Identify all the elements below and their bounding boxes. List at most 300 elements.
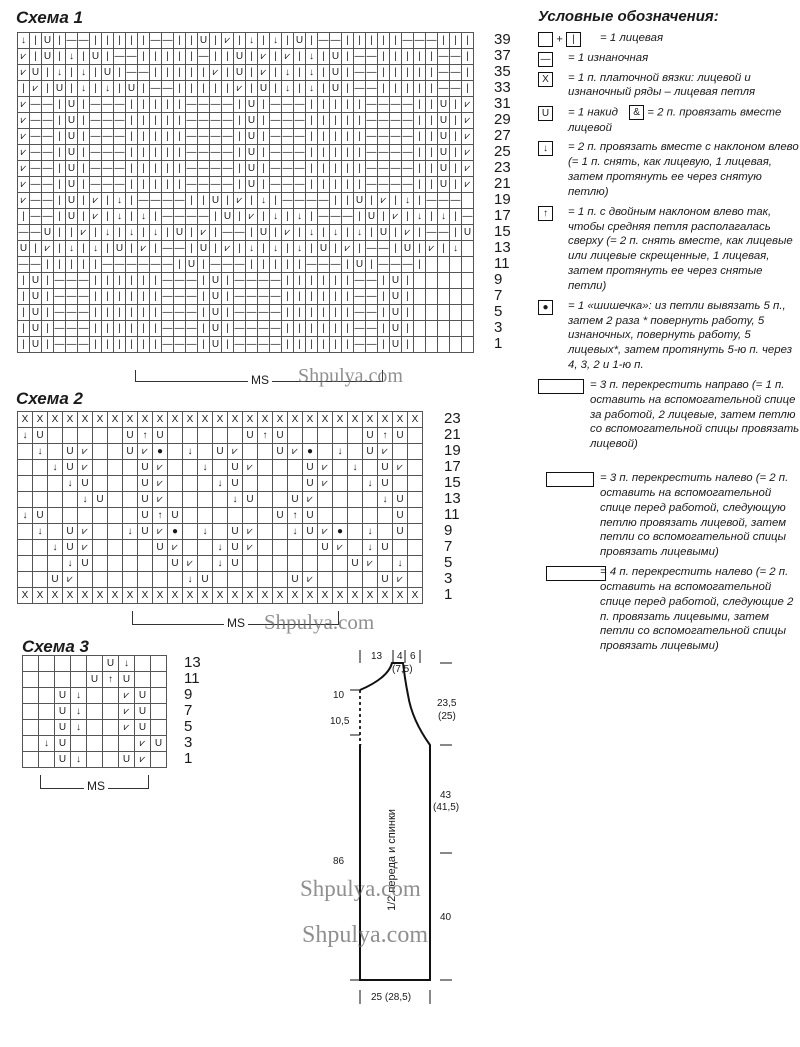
stitch-cell: ⩗ xyxy=(138,241,150,257)
stitch-cell: U xyxy=(390,305,402,321)
stitch-cell: | xyxy=(150,177,162,193)
stitch-cell: | xyxy=(378,337,390,353)
stitch-cell xyxy=(273,540,288,556)
stitch-cell: U xyxy=(378,225,390,241)
stitch-cell: X xyxy=(408,412,423,428)
stitch-cell xyxy=(123,492,138,508)
stitch-cell: — xyxy=(282,193,294,209)
stitch-cell: — xyxy=(30,177,42,193)
stitch-cell: — xyxy=(402,145,414,161)
stitch-cell: | xyxy=(234,209,246,225)
stitch-cell: X xyxy=(108,412,123,428)
stitch-cell: | xyxy=(318,161,330,177)
row-number: 37 xyxy=(494,47,511,64)
stitch-cell: | xyxy=(174,129,186,145)
stitch-cell: — xyxy=(162,257,174,273)
stitch-cell: ⩗ xyxy=(18,161,30,177)
stitch-cell: ⩗ xyxy=(318,524,333,540)
stitch-cell: | xyxy=(330,161,342,177)
stitch-cell: — xyxy=(222,161,234,177)
stitch-cell: — xyxy=(78,321,90,337)
stitch-cell: U xyxy=(438,97,450,113)
stitch-cell: U xyxy=(438,161,450,177)
legend-item-cross-left-4: = 4 п. перекрестить налево (= 2 п. оставить на вспомогательной спице перед работой, следующие 2 п. провязать лицевыми, затем петли со вспомогательной спицы провязать лицевыми) xyxy=(538,565,800,654)
stitch-cell xyxy=(198,508,213,524)
stitch-cell: ↓ xyxy=(119,656,135,672)
stitch-cell: | xyxy=(114,337,126,353)
chart3-ms-tick-right xyxy=(148,775,149,789)
stitch-cell: | xyxy=(462,65,474,81)
stitch-cell xyxy=(63,492,78,508)
stitch-cell: ↓ xyxy=(66,49,78,65)
chart-row xyxy=(18,129,474,145)
stitch-cell: X xyxy=(393,588,408,604)
stitch-cell: — xyxy=(282,113,294,129)
stitch-cell: | xyxy=(294,321,306,337)
stitch-cell: ⩗ xyxy=(119,720,135,736)
stitch-cell xyxy=(348,508,363,524)
stitch-cell: ⩗ xyxy=(462,177,474,193)
purl-symbol: — xyxy=(538,52,553,67)
stitch-cell: | xyxy=(78,129,90,145)
stitch-cell: — xyxy=(42,161,54,177)
stitch-cell: | xyxy=(234,113,246,129)
stitch-cell: U xyxy=(153,428,168,444)
stitch-cell: — xyxy=(294,145,306,161)
stitch-cell: ⩗ xyxy=(30,81,42,97)
stitch-cell xyxy=(393,444,408,460)
stitch-cell: | xyxy=(18,209,30,225)
stitch-cell: — xyxy=(198,177,210,193)
stitch-cell: | xyxy=(162,145,174,161)
stitch-cell: | xyxy=(306,129,318,145)
stitch-cell: U xyxy=(378,540,393,556)
stitch-cell: — xyxy=(198,49,210,65)
stitch-cell: — xyxy=(30,97,42,113)
stitch-cell xyxy=(33,492,48,508)
stitch-cell xyxy=(93,540,108,556)
stitch-cell: — xyxy=(150,257,162,273)
stitch-cell: U xyxy=(243,492,258,508)
stitch-cell: | xyxy=(282,241,294,257)
chart-row xyxy=(18,209,474,225)
stitch-cell xyxy=(462,273,474,289)
row-number: 11 xyxy=(444,506,460,523)
stitch-cell: — xyxy=(222,97,234,113)
stitch-cell: — xyxy=(114,177,126,193)
stitch-cell: ⩗ xyxy=(282,225,294,241)
stitch-cell: | xyxy=(366,193,378,209)
stitch-cell: — xyxy=(378,177,390,193)
row-number: 15 xyxy=(444,474,461,491)
stitch-cell: — xyxy=(198,209,210,225)
stitch-cell: U xyxy=(55,720,71,736)
dim-armhole: 23,5 xyxy=(437,698,457,709)
stitch-cell: | xyxy=(402,273,414,289)
stitch-cell: | xyxy=(282,321,294,337)
stitch-cell xyxy=(408,476,423,492)
stitch-cell xyxy=(408,444,423,460)
stitch-cell: | xyxy=(342,257,354,273)
stitch-cell xyxy=(18,460,33,476)
stitch-cell: U xyxy=(138,476,153,492)
stitch-cell xyxy=(23,704,39,720)
stitch-cell xyxy=(348,540,363,556)
stitch-cell: U xyxy=(78,556,93,572)
stitch-cell: — xyxy=(402,161,414,177)
stitch-cell: | xyxy=(138,289,150,305)
stitch-cell: ↓ xyxy=(183,444,198,460)
row-number: 19 xyxy=(444,442,461,459)
chart-row xyxy=(23,704,167,720)
stitch-cell: ⩗ xyxy=(78,444,93,460)
stitch-cell: — xyxy=(186,145,198,161)
stitch-cell: U xyxy=(119,672,135,688)
stitch-cell: — xyxy=(198,97,210,113)
dim-side-upper: 43 xyxy=(440,790,452,801)
stitch-cell: | xyxy=(222,273,234,289)
stitch-cell: U xyxy=(243,428,258,444)
stitch-cell: ↓ xyxy=(393,556,408,572)
stitch-cell xyxy=(333,572,348,588)
stitch-cell: | xyxy=(90,33,102,49)
stitch-cell: — xyxy=(186,289,198,305)
stitch-cell xyxy=(213,428,228,444)
stitch-cell: | xyxy=(138,97,150,113)
stitch-cell: U xyxy=(174,225,186,241)
stitch-cell: X xyxy=(48,588,63,604)
stitch-cell xyxy=(168,492,183,508)
stitch-cell: | xyxy=(174,177,186,193)
stitch-cell: U xyxy=(390,337,402,353)
stitch-cell: ↓ xyxy=(294,209,306,225)
stitch-cell xyxy=(198,444,213,460)
stitch-cell: U xyxy=(246,113,258,129)
stitch-cell: | xyxy=(450,33,462,49)
stitch-cell: — xyxy=(282,145,294,161)
stitch-cell: — xyxy=(162,273,174,289)
stitch-cell: — xyxy=(234,289,246,305)
stitch-cell: | xyxy=(150,49,162,65)
stitch-cell xyxy=(39,688,55,704)
stitch-cell: U xyxy=(66,129,78,145)
stitch-cell: | xyxy=(174,113,186,129)
stitch-cell: U xyxy=(151,736,167,752)
stitch-cell: — xyxy=(366,177,378,193)
stitch-cell: — xyxy=(162,241,174,257)
stitch-cell: — xyxy=(198,161,210,177)
stitch-cell xyxy=(318,508,333,524)
stitch-cell: U xyxy=(30,321,42,337)
stitch-cell: ↓ xyxy=(114,193,126,209)
stitch-cell: | xyxy=(354,33,366,49)
stitch-cell: — xyxy=(222,177,234,193)
stitch-cell: — xyxy=(42,145,54,161)
dim-total-height: 86 xyxy=(333,856,345,867)
stitch-cell: | xyxy=(378,209,390,225)
stitch-cell xyxy=(123,476,138,492)
stitch-cell xyxy=(258,524,273,540)
stitch-cell: — xyxy=(114,257,126,273)
stitch-cell: | xyxy=(102,49,114,65)
stitch-cell xyxy=(87,752,103,768)
stitch-cell: | xyxy=(78,145,90,161)
stitch-cell: X xyxy=(33,588,48,604)
stitch-cell: | xyxy=(54,113,66,129)
stitch-cell: — xyxy=(354,337,366,353)
row-number: 21 xyxy=(494,175,511,192)
stitch-cell: | xyxy=(294,65,306,81)
stitch-cell: ↓ xyxy=(288,524,303,540)
stitch-cell: — xyxy=(366,129,378,145)
stitch-cell xyxy=(318,572,333,588)
stitch-cell: ↓ xyxy=(438,209,450,225)
stitch-cell: — xyxy=(186,209,198,225)
stitch-cell xyxy=(48,428,63,444)
stitch-cell xyxy=(153,572,168,588)
stitch-cell: ↓ xyxy=(450,241,462,257)
stitch-cell: | xyxy=(378,81,390,97)
stitch-cell: U xyxy=(42,225,54,241)
stitch-cell: — xyxy=(426,225,438,241)
stitch-cell: — xyxy=(162,193,174,209)
stitch-cell xyxy=(78,428,93,444)
stitch-cell: | xyxy=(306,321,318,337)
stitch-cell: ↓ xyxy=(378,492,393,508)
stitch-cell xyxy=(33,476,48,492)
chart-row xyxy=(18,113,474,129)
stitch-cell: U xyxy=(462,225,474,241)
stitch-cell: | xyxy=(234,145,246,161)
stitch-cell xyxy=(33,540,48,556)
stitch-cell xyxy=(138,540,153,556)
stitch-cell: | xyxy=(162,225,174,241)
stitch-cell: — xyxy=(354,289,366,305)
stitch-cell: U xyxy=(210,273,222,289)
stitch-cell: — xyxy=(222,113,234,129)
stitch-cell: U xyxy=(54,81,66,97)
stitch-cell: | xyxy=(102,273,114,289)
chart1-ms-label: MS xyxy=(248,373,272,387)
stitch-cell: | xyxy=(330,97,342,113)
stitch-cell: | xyxy=(318,321,330,337)
stitch-cell: | xyxy=(186,241,198,257)
stitch-cell: — xyxy=(162,33,174,49)
stitch-cell: — xyxy=(306,257,318,273)
stitch-cell: ↓ xyxy=(282,65,294,81)
stitch-cell: ⩗ xyxy=(462,113,474,129)
chart3-ms-label: MS xyxy=(84,779,108,793)
stitch-cell: | xyxy=(294,225,306,241)
stitch-cell: — xyxy=(294,193,306,209)
stitch-cell: — xyxy=(222,129,234,145)
row-number: 13 xyxy=(444,490,461,507)
row-number: 39 xyxy=(494,31,511,48)
stitch-cell: | xyxy=(174,145,186,161)
stitch-cell: U xyxy=(294,33,306,49)
piece-label: 1/2 переда и спинки xyxy=(386,809,398,911)
stitch-cell xyxy=(258,508,273,524)
stitch-cell: ↓ xyxy=(39,736,55,752)
stitch-cell: | xyxy=(318,49,330,65)
stitch-cell: | xyxy=(282,289,294,305)
stitch-cell: | xyxy=(270,225,282,241)
stitch-cell: X xyxy=(213,588,228,604)
stitch-cell: — xyxy=(174,193,186,209)
stitch-cell: | xyxy=(42,321,54,337)
stitch-cell: U xyxy=(153,540,168,556)
stitch-cell: | xyxy=(426,49,438,65)
stitch-cell: ↓ xyxy=(78,81,90,97)
stitch-cell: | xyxy=(138,81,150,97)
stitch-cell xyxy=(258,572,273,588)
stitch-cell: — xyxy=(78,273,90,289)
stitch-cell: ↓ xyxy=(63,556,78,572)
stitch-cell: — xyxy=(270,177,282,193)
stitch-cell: | xyxy=(426,113,438,129)
stitch-cell xyxy=(48,476,63,492)
stitch-cell xyxy=(213,460,228,476)
stitch-cell: | xyxy=(258,145,270,161)
stitch-cell xyxy=(273,492,288,508)
stitch-cell: — xyxy=(174,321,186,337)
stitch-cell xyxy=(414,321,426,337)
row-number: 5 xyxy=(184,718,193,735)
stitch-cell: X xyxy=(333,588,348,604)
stitch-cell: | xyxy=(450,97,462,113)
stitch-cell xyxy=(23,752,39,768)
stitch-cell: ↓ xyxy=(306,49,318,65)
stitch-cell: — xyxy=(66,289,78,305)
stitch-cell: ↑ xyxy=(378,428,393,444)
stitch-cell: | xyxy=(222,337,234,353)
stitch-cell: U xyxy=(210,289,222,305)
stitch-cell: X xyxy=(288,588,303,604)
stitch-cell: — xyxy=(138,193,150,209)
stitch-cell: | xyxy=(126,113,138,129)
stitch-cell: | xyxy=(402,305,414,321)
stitch-cell: | xyxy=(342,161,354,177)
stitch-cell: ● xyxy=(303,444,318,460)
stitch-cell: | xyxy=(402,81,414,97)
stitch-cell: | xyxy=(426,129,438,145)
stitch-cell: ⩗ xyxy=(462,161,474,177)
stitch-cell: U xyxy=(138,508,153,524)
row-number: 17 xyxy=(494,207,511,224)
stitch-cell xyxy=(228,572,243,588)
watermark-1: Shpulya.com xyxy=(298,365,403,387)
stitch-cell: U xyxy=(393,524,408,540)
stitch-cell xyxy=(103,736,119,752)
stitch-cell: U xyxy=(78,476,93,492)
stitch-cell: | xyxy=(450,161,462,177)
chart-row xyxy=(18,49,474,65)
stitch-cell: | xyxy=(126,337,138,353)
stitch-cell: | xyxy=(354,161,366,177)
row-number: 5 xyxy=(494,303,503,320)
stitch-cell: U xyxy=(330,49,342,65)
chart-row xyxy=(23,720,167,736)
stitch-cell: X xyxy=(93,412,108,428)
stitch-cell: ⩗ xyxy=(363,556,378,572)
stitch-cell: — xyxy=(174,337,186,353)
stitch-cell: — xyxy=(354,81,366,97)
stitch-cell xyxy=(213,492,228,508)
stitch-cell: X xyxy=(153,412,168,428)
stitch-cell: | xyxy=(54,49,66,65)
stitch-cell xyxy=(450,337,462,353)
stitch-cell: U xyxy=(18,241,30,257)
stitch-cell xyxy=(228,428,243,444)
stitch-cell: | xyxy=(90,273,102,289)
stitch-cell: | xyxy=(342,193,354,209)
stitch-cell: ⩗ xyxy=(318,460,333,476)
stitch-cell xyxy=(18,444,33,460)
stitch-cell: ⩗ xyxy=(63,572,78,588)
legend-item-garter: X = 1 п. платочной вязки: лицевой и изнаночный ряды – лицевая петля xyxy=(538,71,800,101)
row-number: 7 xyxy=(494,287,503,304)
stitch-cell xyxy=(18,492,33,508)
stitch-cell: — xyxy=(318,209,330,225)
stitch-cell: U xyxy=(33,508,48,524)
stitch-cell: ⩗ xyxy=(378,193,390,209)
stitch-cell: | xyxy=(150,161,162,177)
stitch-cell: U xyxy=(119,752,135,768)
stitch-cell: | xyxy=(54,225,66,241)
stitch-cell: | xyxy=(330,337,342,353)
stitch-cell: — xyxy=(390,145,402,161)
stitch-cell: | xyxy=(102,209,114,225)
stitch-cell: ↓ xyxy=(294,241,306,257)
stitch-cell: — xyxy=(102,161,114,177)
stitch-cell: U xyxy=(138,492,153,508)
stitch-cell: | xyxy=(426,209,438,225)
stitch-cell: — xyxy=(150,33,162,49)
stitch-cell: — xyxy=(402,33,414,49)
dim-bottom-width: 25 (28,5) xyxy=(371,992,412,1003)
stitch-cell xyxy=(438,337,450,353)
stitch-cell: — xyxy=(438,49,450,65)
stitch-cell xyxy=(103,752,119,768)
stitch-cell: U xyxy=(228,524,243,540)
stitch-cell: ⩗ xyxy=(462,97,474,113)
chart-row xyxy=(18,460,423,476)
stitch-cell: | xyxy=(126,305,138,321)
stitch-cell: X xyxy=(408,588,423,604)
chart-row xyxy=(18,193,474,209)
stitch-cell: U xyxy=(246,161,258,177)
stitch-cell: | xyxy=(258,209,270,225)
stitch-cell: X xyxy=(333,412,348,428)
chart2-ms-label: MS xyxy=(224,616,248,630)
stitch-cell: | xyxy=(198,273,210,289)
stitch-cell: U xyxy=(30,65,42,81)
stitch-cell: ↓ xyxy=(126,225,138,241)
stitch-cell: | xyxy=(402,337,414,353)
stitch-cell: — xyxy=(366,81,378,97)
stitch-cell: | xyxy=(306,273,318,289)
stitch-cell xyxy=(183,540,198,556)
stitch-cell: U xyxy=(103,656,119,672)
stitch-cell xyxy=(363,508,378,524)
stitch-cell: | xyxy=(390,193,402,209)
stitch-cell xyxy=(348,572,363,588)
stitch-cell: | xyxy=(222,193,234,209)
stitch-cell: | xyxy=(450,113,462,129)
stitch-cell: | xyxy=(342,305,354,321)
stitch-cell: ↑ xyxy=(288,508,303,524)
stitch-cell: ● xyxy=(153,444,168,460)
